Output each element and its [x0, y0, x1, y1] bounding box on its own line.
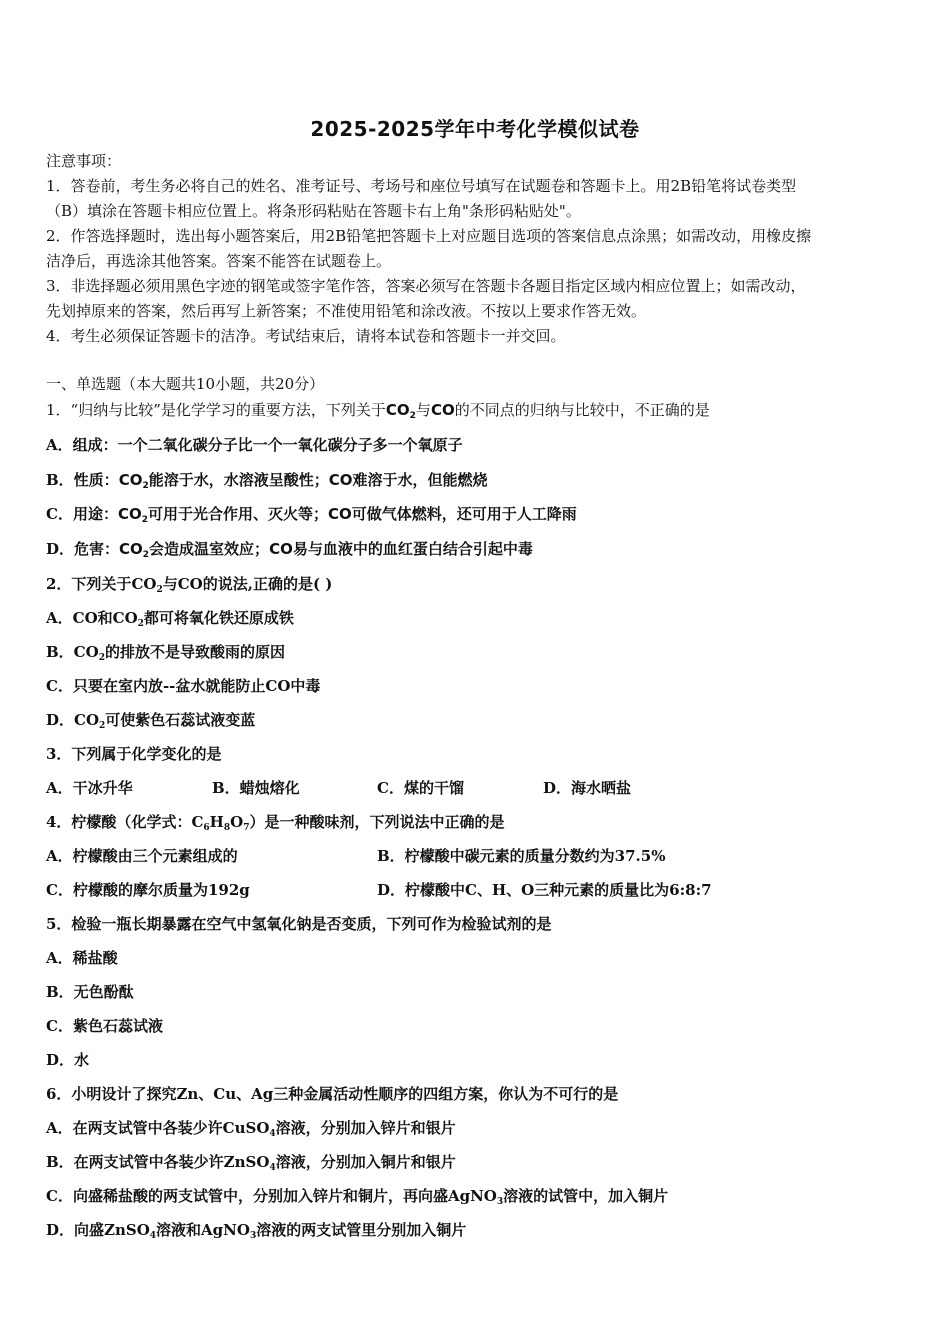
question-3-stem: 3．下列属于化学变化的是	[46, 745, 222, 763]
question-4-option-c: C．柠檬酸的摩尔质量为192g	[46, 881, 250, 899]
question-3-option-a: A．干冰升华	[46, 779, 133, 797]
question-2-option-b: B．$CO_2$的排放不是导致酸雨的原因	[46, 643, 285, 663]
notice-line: （B）填涂在答题卡相应位置上。将条形码粘贴在答题卡右上角"条形码粘贴处"。	[46, 202, 581, 220]
question-6-option-a: A．在两支试管中各装少许CuSO$_4$溶液，分别加入锌片和银片	[46, 1119, 456, 1139]
page-title: 2025-2025学年中考化学模似试卷	[310, 117, 640, 141]
question-3-option-b: B．蜡烛熔化	[212, 779, 300, 797]
notice-line: 先划掉原来的答案，然后再写上新答案；不准使用铅笔和涂改液。不按以上要求作答无效。	[46, 302, 647, 320]
question-1-option-b: B．性质：$CO_2$能溶于水，水溶液呈酸性；CO难溶于水，但能燃烧	[46, 471, 488, 491]
question-1-option-c: C．用途：$CO_2$可用于光合作用、灭火等；CO可做气体燃料，还可用于人工降雨	[46, 505, 577, 525]
section-heading: 一、单选题（本大题共10小题，共20分）	[46, 375, 325, 393]
notice-line: 洁净后，再选涂其他答案。答案不能答在试题卷上。	[46, 252, 392, 270]
question-1-option-d: D．危害：$CO_2$会造成温室效应；CO易与血液中的血红蛋白结合引起中毒	[46, 540, 533, 560]
question-3-option-c: C．煤的干馏	[377, 779, 464, 797]
notice-line: 1．答卷前，考生务必将自己的姓名、准考证号、考场号和座位号填写在试题卷和答题卡上。用2B铅笔将试卷类型	[46, 177, 797, 195]
question-6-stem: 6．小明设计了探究Zn、Cu、Ag三种金属活动性顺序的四组方案，你认为不可行的是	[46, 1085, 619, 1103]
question-4-option-d: D．柠檬酸中C、H、O三种元素的质量比为6:8:7	[377, 881, 712, 899]
notice-line: 4．考生必须保证答题卡的洁净。考试结束后，请将本试卷和答题卡一并交回。	[46, 327, 566, 345]
question-4-option-a: A．柠檬酸由三个元素组成的	[46, 847, 238, 865]
question-6-option-b: B．在两支试管中各装少许ZnSO$_4$溶液，分别加入铜片和银片	[46, 1153, 456, 1173]
notice-line: 2．作答选择题时，选出每小题答案后，用2B铅笔把答题卡上对应题目选项的答案信息点涂黑；如需改动，用橡皮擦	[46, 227, 812, 245]
question-2-stem: 2．下列关于$CO_2$与CO的说法,正确的是( )	[46, 575, 333, 595]
question-1-stem: 1．“归纳与比较”是化学学习的重要方法，下列关于$CO_2$与CO的不同点的归纳与比较中，不正确的是	[46, 401, 710, 421]
question-5-option-a: A．稀盐酸	[46, 949, 118, 967]
question-1-option-a: A．组成：一个二氧化碳分子比一个一氧化碳分子多一个氧原子	[46, 436, 463, 454]
question-2-option-a: A．CO和$CO_2$都可将氧化铁还原成铁	[46, 609, 294, 629]
question-6-option-d: D．向盛ZnSO$_4$溶液和AgNO$_3$溶液的两支试管里分别加入铜片	[46, 1221, 467, 1241]
question-5-stem: 5．检验一瓶长期暴露在空气中氢氧化钠是否变质，下列可作为检验试剂的是	[46, 915, 552, 933]
notice-heading: 注意事项：	[46, 152, 122, 170]
notice-line: 3．非选择题必须用黑色字迹的钢笔或签字笔作答，答案必须写在答题卡各题目指定区域内相应位置上；如需改动，	[46, 277, 806, 295]
question-2-option-c: C．只要在室内放--盆水就能防止CO中毒	[46, 677, 321, 695]
question-4-option-b: B．柠檬酸中碳元素的质量分数约为37.5%	[377, 847, 666, 865]
question-5-option-b: B．无色酚酞	[46, 983, 134, 1001]
question-4-stem: 4．柠檬酸（化学式：$C_6H_8O_7$）是一种酸味剂，下列说法中正确的是	[46, 813, 505, 833]
question-5-option-c: C．紫色石蕊试液	[46, 1017, 163, 1035]
question-6-option-c: C．向盛稀盐酸的两支试管中，分别加入锌片和铜片，再向盛AgNO$_3$溶液的试管中，加入铜片	[46, 1187, 669, 1207]
question-3-option-d: D．海水晒盐	[543, 779, 632, 797]
question-5-option-d: D．水	[46, 1051, 90, 1069]
question-2-option-d: D．$CO_2$可使紫色石蕊试液变蓝	[46, 711, 256, 731]
